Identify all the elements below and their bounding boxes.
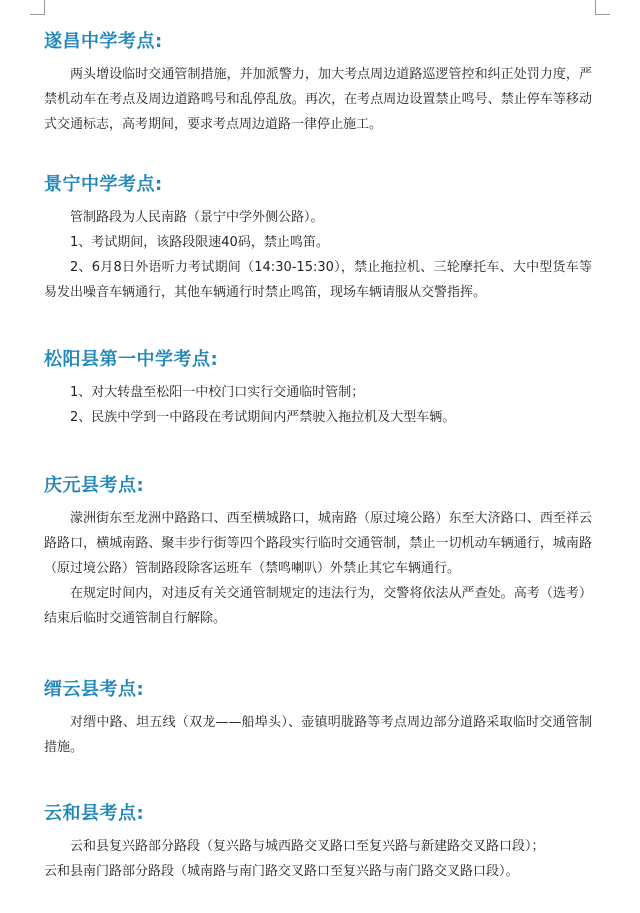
section-jingning [44,173,592,305]
section-paragraph: 管制路段为人民南路（景宁中学外侧公路）。 [70,210,324,225]
section-list-item: 2、6月8日外语听力考试期间（14:30-15:30），禁止拖拉机、三轮摩托车、大中型货车等易发出噪音车辆通行，其他车辆通行时禁止鸣笛，现场车辆请服从交警指挥。 [44,260,592,300]
section-jinyun [44,678,592,760]
section-heading: 遂昌中学考点: [44,31,163,52]
section-paragraph: 两头增设临时交通管制措施，并加派警力，加大考点周边道路巡逻管控和纠正处罚力度，严禁机动车在考点及周边道路鸣号和乱停乱放。再次，在考点周边设置禁止鸣号、禁止停车等移动式交通标志，高考期间，要求考点周边道路一律停止施工。 [44,67,592,132]
section-yunhe [44,802,592,884]
section-paragraph: 对缙中路、坦五线（双龙——船埠头）、壶镇明胧路等考点周边部分道路采取临时交通管制措施。 [44,715,592,755]
page-corner-mark-right [595,0,610,15]
section-list-item: 1、考试期间，该路段限速40码，禁止鸣笛。 [70,235,329,250]
section-paragraph: 濛洲街东至龙洲中路路口、西至横城路口，城南路（原过境公路）东至大济路口、西至祥云路路口，横城南路、聚丰步行街等四个路段实行临时交通管制，禁止一切机动车辆通行，城南路（原过境公路）管制路段除客运班车（禁鸣喇叭）外禁止其它车辆通行。 [44,511,592,576]
section-heading: 景宁中学考点: [44,174,163,195]
section-heading: 缙云县考点: [44,679,145,700]
section-paragraph: 云和县复兴路部分路段（复兴路与城西路交叉路口至复兴路与新建路交叉路口段）； [70,839,545,854]
section-list-item: 1、对大转盘至松阳一中校门口实行交通临时管制； [70,385,365,400]
section-suichang [44,30,592,137]
section-qingyuan [44,474,592,631]
section-paragraph: 在规定时间内，对违反有关交通管制规定的违法行为，交警将依法从严查处。高考（选考）结束后临时交通管制自行解除。 [44,586,592,626]
section-songyang [44,348,592,430]
section-heading: 庆元县考点: [44,475,145,496]
section-heading: 云和县考点: [44,803,145,824]
page-corner-mark-left [30,0,45,15]
section-list-item: 2、民族中学到一中路段在考试期间内严禁驶入拖拉机及大型车辆。 [70,410,456,425]
section-paragraph: 云和县南门路部分路段（城南路与南门路交叉路口至复兴路与南门路交叉路口段）。 [44,864,519,879]
section-heading: 松阳县第一中学考点: [44,349,219,370]
